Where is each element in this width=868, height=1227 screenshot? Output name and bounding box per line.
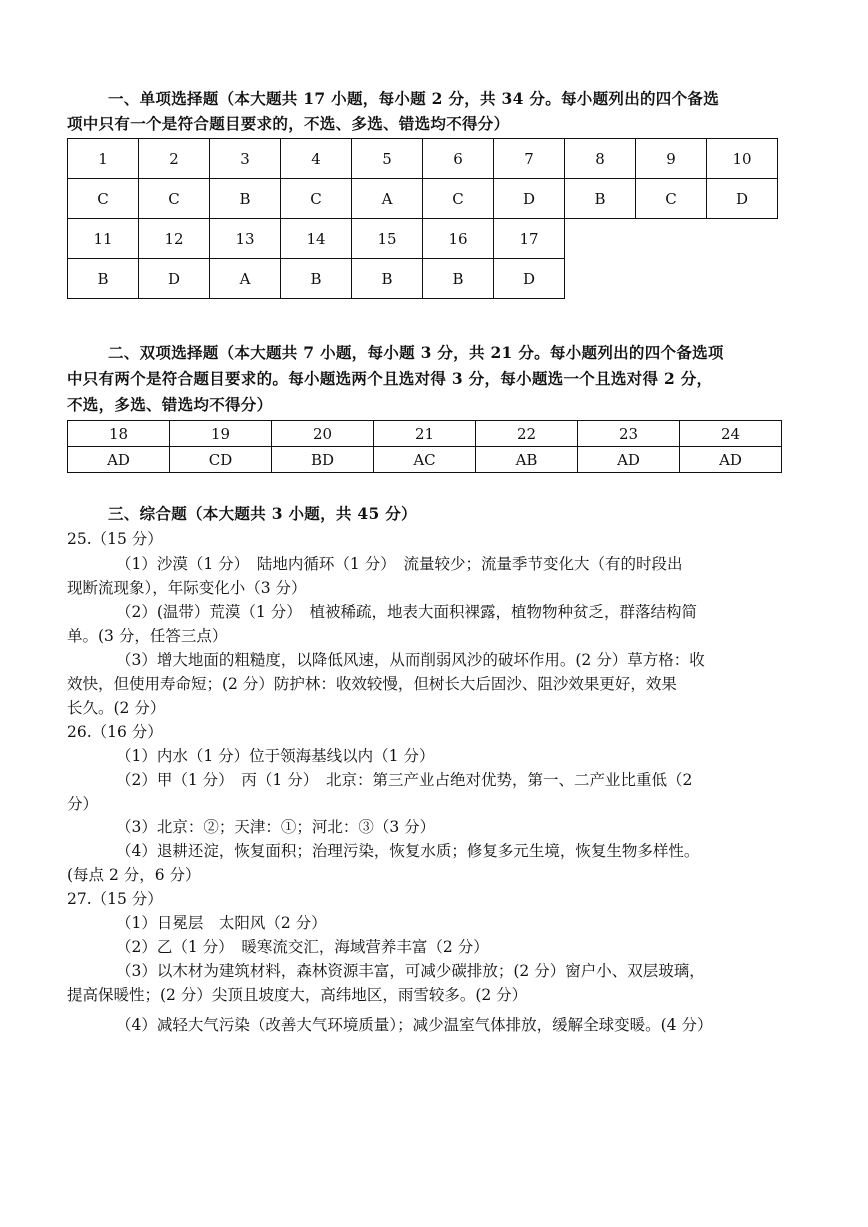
- answer-cell: C: [139, 179, 210, 219]
- answer-line: 分）: [67, 795, 99, 813]
- answer-line: （3）以木材为建筑材料，森林资源丰富，可减少碳排放；(2 分）窗户小、双层玻璃，: [116, 962, 705, 980]
- single-choice-answer-table: [67, 138, 778, 299]
- answer-cell: AD: [680, 447, 782, 473]
- answer-line: 单。(3 分，任答三点）: [67, 627, 228, 645]
- answer-cell: AD: [578, 447, 680, 473]
- table-row: [68, 179, 778, 219]
- question-number: 18: [68, 421, 170, 447]
- question-number: 7: [494, 139, 565, 179]
- question-number: 13: [210, 219, 281, 259]
- answer-cell: B: [281, 259, 352, 299]
- answer-cell: B: [352, 259, 423, 299]
- section2-heading-line1: 二、双项选择题（本大题共 7 小题，每小题 3 分，共 21 分。每小题列出的四个备选项: [108, 343, 724, 362]
- answer-line: （1）内水（1 分）位于领海基线以内（1 分）: [116, 747, 435, 765]
- answer-cell: B: [210, 179, 281, 219]
- question-27-title: 27.（15 分）: [67, 890, 163, 908]
- question-number: 9: [636, 139, 707, 179]
- section1-heading-line1: 一、单项选择题（本大题共 17 小题，每小题 2 分，共 34 分。每小题列出的四个备选: [108, 89, 720, 108]
- answer-cell: A: [352, 179, 423, 219]
- question-number: 19: [170, 421, 272, 447]
- question-number: 2: [139, 139, 210, 179]
- table-row: [68, 421, 782, 447]
- question-number: 22: [476, 421, 578, 447]
- answer-line: 提高保暖性；(2 分）尖顶且坡度大，高纬地区，雨雪较多。(2 分）: [67, 986, 528, 1004]
- question-number: 1: [68, 139, 139, 179]
- table-row: [68, 139, 778, 179]
- answer-cell: D: [494, 259, 565, 299]
- question-number: 5: [352, 139, 423, 179]
- answer-cell: AD: [68, 447, 170, 473]
- answer-cell: B: [68, 259, 139, 299]
- answer-cell: D: [494, 179, 565, 219]
- section2-heading-line2: 中只有两个是符合题目要求的。每小题选两个且选对得 3 分，每小题选一个且选对得 2 分，: [67, 369, 713, 388]
- answer-line: （4）减轻大气污染（改善大气环境质量）；减少温室气体排放，缓解全球变暖。(4 分）: [116, 1016, 713, 1034]
- question-number: 21: [374, 421, 476, 447]
- answer-line: 现断流现象），年际变化小（3 分）: [67, 579, 307, 597]
- section2-heading-line3: 不选，多选、错选均不得分）: [67, 395, 273, 414]
- answer-cell: D: [707, 179, 778, 219]
- answer-line: （2）甲（1 分） 丙（1 分） 北京：第三产业占绝对优势，第一、二产业比重低（2: [116, 771, 693, 789]
- question-number: 12: [139, 219, 210, 259]
- section3-heading: 三、综合题（本大题共 3 小题，共 45 分）: [108, 504, 417, 523]
- answer-line: (每点 2 分，6 分）: [67, 866, 201, 884]
- answer-line: （3）增大地面的粗糙度，以降低风速，从而削弱风沙的破坏作用。(2 分）草方格：收: [116, 651, 705, 669]
- answer-cell: CD: [170, 447, 272, 473]
- answer-cell: A: [210, 259, 281, 299]
- answer-line: 效快，但使用寿命短；(2 分）防护林：收效较慢，但树长大后固沙、阻沙效果更好，效果: [67, 675, 677, 693]
- double-choice-answer-table: [67, 420, 782, 473]
- question-number: 16: [423, 219, 494, 259]
- answer-line: 长久。(2 分）: [67, 699, 166, 717]
- question-number: 10: [707, 139, 778, 179]
- answer-line: （2）乙（1 分） 暖寒流交汇，海域营养丰富（2 分）: [116, 938, 489, 956]
- question-25-title: 25.（15 分）: [67, 530, 163, 548]
- section1-heading-line2: 项中只有一个是符合题目要求的，不选、多选、错选均不得分）: [67, 114, 510, 133]
- question-number: 17: [494, 219, 565, 259]
- table-row: [68, 219, 778, 259]
- answer-cell: C: [68, 179, 139, 219]
- question-number: 8: [565, 139, 636, 179]
- question-number: 3: [210, 139, 281, 179]
- answer-cell: BD: [272, 447, 374, 473]
- empty-cell: [707, 259, 778, 299]
- table-row: [68, 259, 778, 299]
- question-number: 20: [272, 421, 374, 447]
- question-number: 23: [578, 421, 680, 447]
- question-number: 11: [68, 219, 139, 259]
- answer-cell: C: [281, 179, 352, 219]
- answer-cell: B: [565, 179, 636, 219]
- empty-cell: [636, 219, 707, 259]
- answer-line: （4）退耕还淀，恢复面积；治理污染，恢复水质；修复多元生境，恢复生物多样性。: [116, 842, 700, 860]
- answer-cell: D: [139, 259, 210, 299]
- answer-cell: B: [423, 259, 494, 299]
- answer-cell: C: [423, 179, 494, 219]
- answer-cell: AB: [476, 447, 578, 473]
- empty-cell: [707, 219, 778, 259]
- empty-cell: [636, 259, 707, 299]
- answer-line: （1）沙漠（1 分） 陆地内循环（1 分） 流量较少；流量季节变化大（有的时段出: [116, 555, 683, 573]
- answer-cell: C: [636, 179, 707, 219]
- answer-line: （2）(温带）荒漠（1 分） 植被稀疏，地表大面积裸露，植物物种贫乏，群落结构简: [116, 603, 697, 621]
- question-number: 15: [352, 219, 423, 259]
- empty-cell: [565, 219, 636, 259]
- question-26-title: 26.（16 分）: [67, 723, 163, 741]
- answer-line: （3）北京：②；天津：①；河北：③（3 分）: [116, 818, 436, 836]
- question-number: 24: [680, 421, 782, 447]
- answer-line: （1）日冕层 太阳风（2 分）: [116, 914, 327, 932]
- question-number: 6: [423, 139, 494, 179]
- answer-cell: AC: [374, 447, 476, 473]
- table-row: [68, 447, 782, 473]
- empty-cell: [565, 259, 636, 299]
- question-number: 4: [281, 139, 352, 179]
- question-number: 14: [281, 219, 352, 259]
